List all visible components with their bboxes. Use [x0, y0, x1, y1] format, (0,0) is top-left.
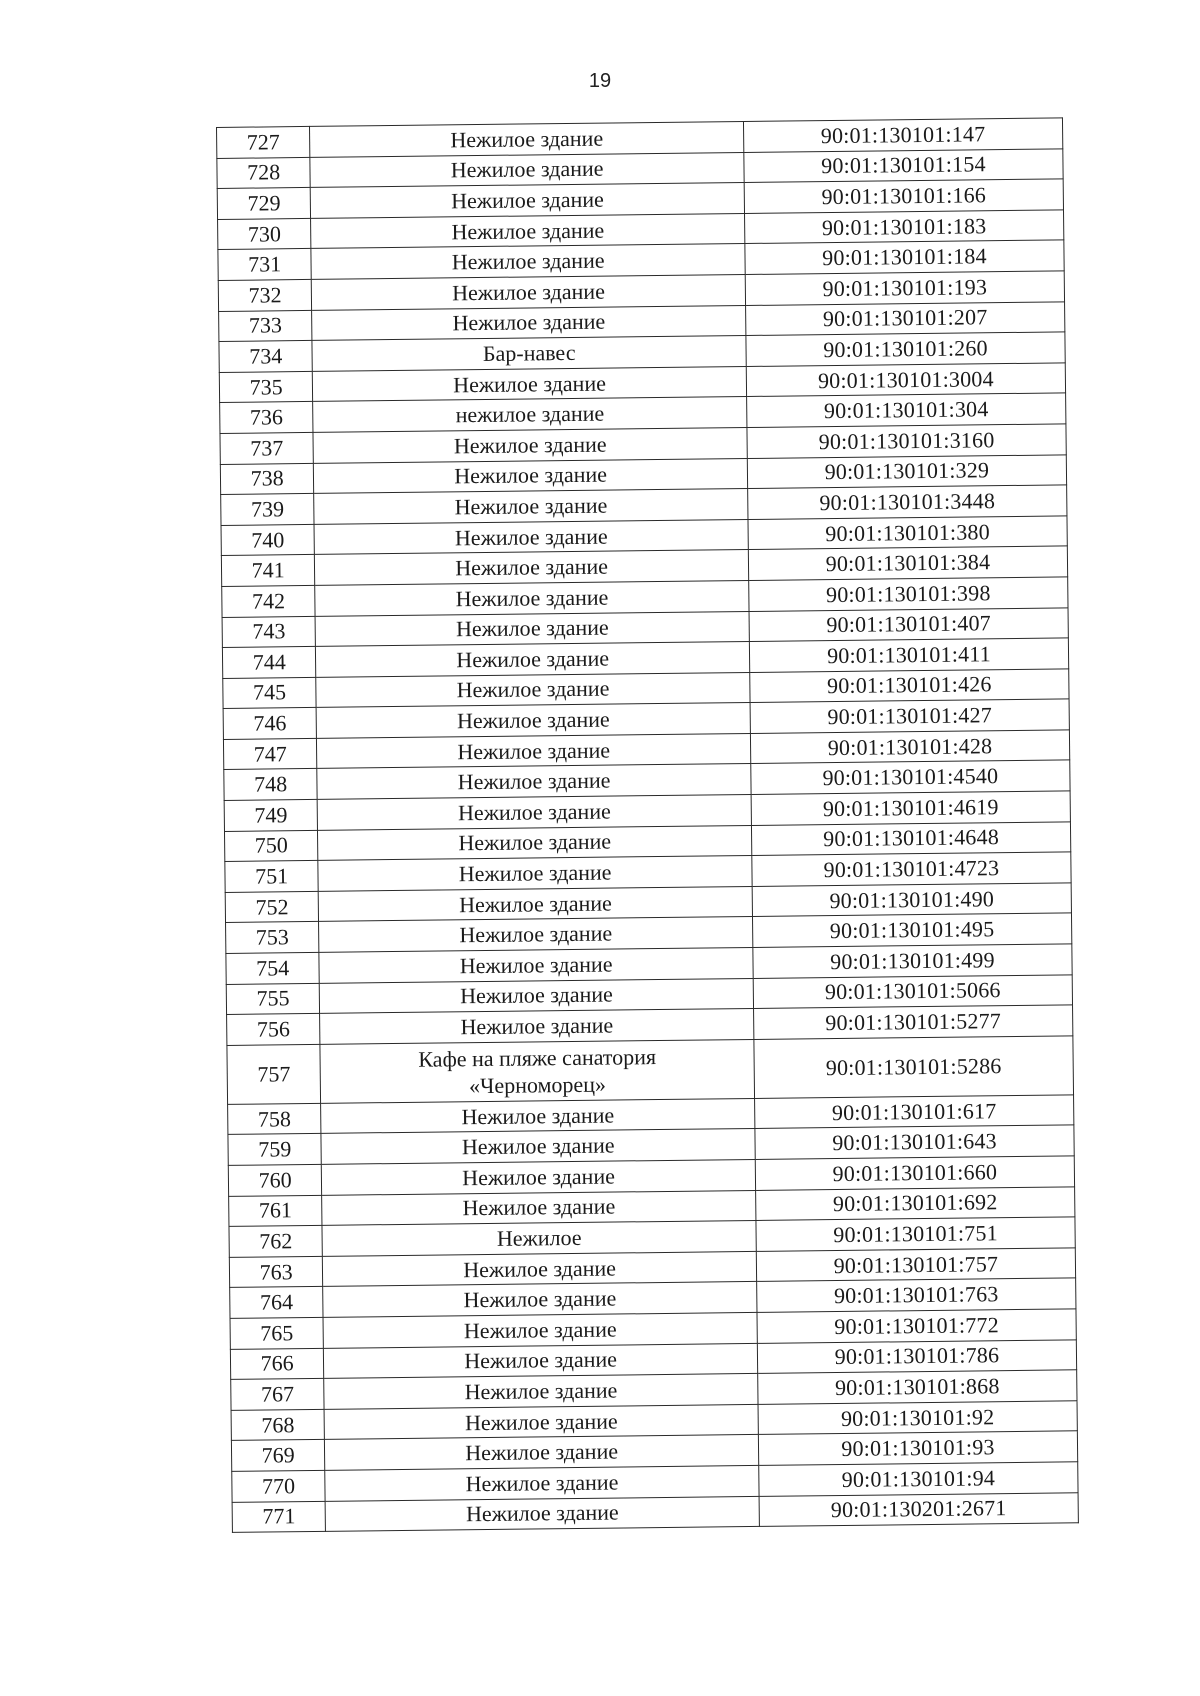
object-name-cell: Нежилое здание	[319, 917, 753, 953]
row-number-cell: 759	[228, 1134, 322, 1166]
row-number-cell: 735	[219, 371, 313, 403]
row-number-cell: 760	[228, 1164, 322, 1196]
cadastral-number-cell: 90:01:130101:3160	[747, 424, 1066, 458]
row-number-cell: 742	[222, 585, 316, 617]
row-number-cell: 769	[231, 1440, 325, 1472]
cadastral-number-cell: 90:01:130101:660	[755, 1156, 1074, 1190]
row-number-cell: 733	[219, 310, 313, 342]
object-name-cell: Нежилое здание	[320, 978, 754, 1014]
row-number-cell: 761	[229, 1195, 323, 1227]
cadastral-number-cell: 90:01:130101:304	[747, 393, 1066, 427]
cadastral-number-cell: 90:01:130101:495	[752, 913, 1071, 947]
object-name-cell: Нежилое здание	[316, 642, 750, 678]
row-number-cell: 766	[230, 1348, 324, 1380]
cadastral-number-cell: 90:01:130101:692	[756, 1186, 1075, 1220]
object-name-cell: Нежилое здание	[323, 1251, 757, 1287]
cadastral-number-cell: 90:01:130101:643	[755, 1125, 1074, 1159]
cadastral-number-cell: 90:01:130101:5277	[753, 1005, 1072, 1039]
row-number-cell: 739	[221, 494, 315, 526]
object-name-cell: Нежилое здание	[311, 213, 745, 249]
row-number-cell: 728	[217, 157, 311, 189]
object-name-cell: Нежилое здание	[325, 1496, 759, 1532]
row-number-cell: 740	[221, 524, 315, 556]
object-name-cell: Нежилое здание	[317, 795, 751, 831]
row-number-cell: 752	[225, 891, 319, 923]
row-number-cell: 757	[227, 1044, 321, 1104]
cadastral-number-cell: 90:01:130101:4648	[751, 822, 1070, 856]
row-number-cell: 747	[223, 738, 317, 770]
cadastral-number-cell: 90:01:130101:147	[743, 118, 1062, 152]
row-number-cell: 745	[223, 677, 317, 709]
cadastral-number-cell: 90:01:130101:757	[756, 1248, 1075, 1282]
table-body	[217, 118, 1079, 1533]
cadastral-number-cell: 90:01:130101:166	[744, 179, 1063, 213]
cadastral-number-cell: 90:01:130101:427	[750, 699, 1069, 733]
object-name-cell: нежилое здание	[313, 397, 747, 433]
object-name-cell: Нежилое здание	[323, 1312, 757, 1348]
cadastral-number-cell: 90:01:130101:411	[749, 638, 1068, 672]
object-name-cell: Нежилое здание	[325, 1435, 759, 1471]
object-name-cell: Нежилое здание	[319, 947, 753, 983]
object-name-cell: Нежилое здание	[310, 152, 744, 188]
row-number-cell: 758	[228, 1103, 322, 1135]
object-name-cell: Нежилое здание	[315, 580, 749, 616]
cadastral-number-cell: 90:01:130101:786	[757, 1339, 1076, 1373]
cadastral-number-cell: 90:01:130101:751	[756, 1217, 1075, 1251]
cadastral-number-cell: 90:01:130101:407	[749, 607, 1068, 641]
row-number-cell: 732	[218, 279, 312, 311]
page-number: 19	[588, 70, 612, 92]
cadastral-number-cell: 90:01:130101:868	[758, 1370, 1077, 1404]
row-number-cell: 744	[222, 646, 316, 678]
row-number-cell: 756	[227, 1014, 321, 1046]
object-name-cell: Нежилое здание	[318, 825, 752, 861]
object-name-cell: Нежилое здание	[313, 427, 747, 463]
object-name-cell: Нежилое здание	[319, 886, 753, 922]
row-number-cell: 738	[220, 463, 314, 495]
cadastral-number-cell: 90:01:130101:772	[757, 1309, 1076, 1343]
table-row	[227, 1036, 1074, 1105]
object-name-cell: Кафе на пляже санатория «Черноморец»	[320, 1039, 754, 1103]
object-name-cell: Нежилое здание	[317, 733, 751, 769]
object-name-cell: Нежилое здание	[324, 1374, 758, 1410]
cadastral-number-cell: 90:01:130101:184	[745, 240, 1064, 274]
row-number-cell: 736	[220, 402, 314, 434]
object-name-cell: Нежилое здание	[311, 183, 745, 219]
row-number-cell: 767	[231, 1379, 325, 1411]
row-number-cell: 753	[226, 922, 320, 954]
row-number-cell: 741	[221, 555, 315, 587]
cadastral-number-cell: 90:01:130101:499	[753, 944, 1072, 978]
cadastral-number-cell: 90:01:130101:260	[746, 332, 1065, 366]
row-number-cell: 727	[217, 126, 311, 158]
object-name-cell: Нежилое здание	[317, 764, 751, 800]
property-registry-table	[216, 117, 1079, 1533]
object-name-cell: Нежилое здание	[312, 274, 746, 310]
cadastral-number-cell: 90:01:130101:183	[744, 210, 1063, 244]
object-name-cell: Нежилое здание	[322, 1190, 756, 1226]
object-name-cell: Нежилое здание	[323, 1282, 757, 1318]
row-number-cell: 746	[223, 708, 317, 740]
cadastral-number-cell: 90:01:130101:384	[748, 546, 1067, 580]
row-number-cell: 765	[230, 1317, 324, 1349]
row-number-cell: 730	[218, 218, 312, 250]
object-name-cell: Нежилое здание	[313, 366, 747, 402]
row-number-cell: 750	[224, 830, 318, 862]
row-number-cell: 751	[225, 861, 319, 893]
object-name-cell: Нежилое здание	[318, 856, 752, 892]
row-number-cell: 754	[226, 952, 320, 984]
row-number-cell: 731	[218, 249, 312, 281]
row-number-cell: 737	[220, 432, 314, 464]
object-name-cell: Нежилое здание	[324, 1404, 758, 1440]
object-name-cell: Нежилое здание	[314, 519, 748, 555]
cadastral-number-cell: 90:01:130101:5286	[754, 1036, 1074, 1099]
cadastral-number-cell: 90:01:130101:4619	[751, 791, 1070, 825]
object-name-cell: Нежилое здание	[324, 1343, 758, 1379]
object-name-cell: Нежилое здание	[320, 1009, 754, 1045]
object-name-cell: Нежилое здание	[315, 550, 749, 586]
object-name-cell: Нежилое	[322, 1221, 756, 1257]
row-number-cell: 762	[229, 1226, 323, 1258]
object-name-cell: Нежилое здание	[321, 1129, 755, 1165]
cadastral-number-cell: 90:01:130101:617	[754, 1095, 1073, 1129]
object-name-cell: Нежилое здание	[314, 458, 748, 494]
cadastral-number-cell: 90:01:130101:4540	[751, 760, 1070, 794]
object-name-cell: Нежилое здание	[311, 244, 745, 280]
row-number-cell: 771	[232, 1501, 326, 1533]
cadastral-number-cell: 90:01:130101:193	[745, 271, 1064, 305]
object-name-cell: Нежилое здание	[316, 672, 750, 708]
object-name-cell: Нежилое здание	[310, 122, 744, 158]
cadastral-number-cell: 90:01:130101:5066	[753, 974, 1072, 1008]
row-number-cell: 749	[224, 799, 318, 831]
cadastral-number-cell: 90:01:130101:3448	[748, 485, 1067, 519]
object-name-cell: Нежилое здание	[314, 489, 748, 525]
object-name-cell: Нежилое здание	[312, 305, 746, 341]
cadastral-number-cell: 90:01:130101:763	[757, 1278, 1076, 1312]
cadastral-number-cell: 90:01:130101:94	[759, 1462, 1078, 1496]
cadastral-number-cell: 90:01:130101:329	[747, 454, 1066, 488]
cadastral-number-cell: 90:01:130201:2671	[759, 1492, 1078, 1526]
cadastral-number-cell: 90:01:130101:4723	[752, 852, 1071, 886]
row-number-cell: 748	[224, 769, 318, 801]
cadastral-number-cell: 90:01:130101:207	[745, 301, 1064, 335]
row-number-cell: 734	[219, 341, 313, 373]
row-number-cell: 743	[222, 616, 316, 648]
row-number-cell: 770	[232, 1470, 326, 1502]
cadastral-number-cell: 90:01:130101:92	[758, 1401, 1077, 1435]
object-name-cell: Нежилое здание	[322, 1159, 756, 1195]
cadastral-number-cell: 90:01:130101:398	[749, 577, 1068, 611]
row-number-cell: 763	[229, 1256, 323, 1288]
object-name-cell: Бар-навес	[312, 336, 746, 372]
cadastral-number-cell: 90:01:130101:490	[752, 883, 1071, 917]
object-name-cell: Нежилое здание	[316, 703, 750, 739]
cadastral-number-cell: 90:01:130101:93	[758, 1431, 1077, 1465]
object-name-cell: Нежилое здание	[325, 1465, 759, 1501]
row-number-cell: 768	[231, 1409, 325, 1441]
object-name-cell: Нежилое здание	[315, 611, 749, 647]
cadastral-number-cell: 90:01:130101:3004	[746, 363, 1065, 397]
object-name-cell: Нежилое здание	[321, 1098, 755, 1134]
cadastral-number-cell: 90:01:130101:154	[744, 148, 1063, 182]
row-number-cell: 729	[217, 188, 311, 220]
row-number-cell: 755	[226, 983, 320, 1015]
cadastral-number-cell: 90:01:130101:380	[748, 516, 1067, 550]
cadastral-number-cell: 90:01:130101:426	[750, 669, 1069, 703]
cadastral-number-cell: 90:01:130101:428	[750, 730, 1069, 764]
row-number-cell: 764	[230, 1287, 324, 1319]
